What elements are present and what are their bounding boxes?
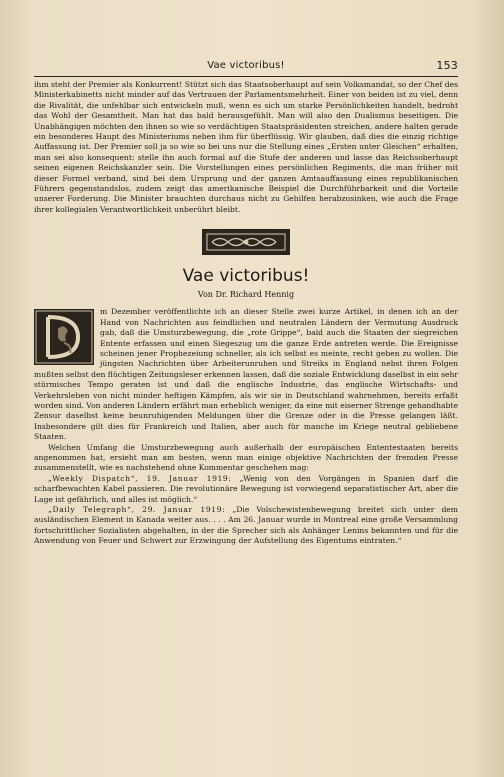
decorative-ornament-icon	[202, 229, 290, 255]
header-rule	[34, 76, 458, 77]
running-head-title: Vae victoribus!	[207, 60, 285, 71]
quote-1	[34, 474, 458, 505]
quote-2-text: „Die Volschewistenbewegung breitet sich unter dem ausländischen Element in Kanada weiter aus. . . . Am 26. Januar wurde in Montreal eine große Versammlung fortschrittlicher Sozialisten abgehalten, in der die Sprecher sich als Anhänger Lenins bekannten und für die Anwendung von Feuer und Schwert zur Erzwingung der Aufstellung des Eigentums eintraten.“	[34, 505, 459, 546]
ornament-wrap	[34, 229, 458, 253]
quote-1-text: „Wenig von den Vorgängen in Spanien darf die scharfbewachten Kabel passieren. Die revolutionäre Bewegung ist vorwiegend separatistischer Art, aber die Lage ist gefährlich, und alles ist möglich.“	[34, 473, 458, 504]
article-byline: Von Dr. Richard Hennig	[197, 290, 295, 300]
page-body	[34, 80, 458, 547]
intro-paragraph: ihm steht der Premier als Konkurrent! Stützt sich das Staatsoberhaupt auf sein Volksmandat, so der Chef des Ministerkabinetts nicht minder auf das Vertrauen der Parlamentsmehrheit. Einer von beiden ist zu viel, denn die Rivalität, die unfehlbar sich entwickeln muß, wenn es sich um starke Persönlichkeiten handelt, bedroht das Wohl der Gesamtheit. Man hat das bald herausgefühlt. Man will also den Dualismus beseitigen. Die Unabhängigen möchten den ihnen so wie so verdächtigen Staatspräsidenten streichen, andere halten gerade ein besonderes Haupt des Ministeriums neben ihm für überflüssig. Wir glauben, daß dies die einzig richtige Auffassung ist. Der Premier soll ja so wie so bei uns nur die Stellung eines „Ersten unter Gleichen“ erhalten, man sei also konsequent: stelle ihn auch formal auf die Stufe der anderen und lasse das Reichsoberhaupt seinen eigenen Reichskanzler sein. Die Vorstellungen eines persönlichen Regiments, die man früher mit dieser Formel verband, sind bei dem Ursprung und der ganzen Amtsauffassung eines republikanischen Führers gegenstandslos, zudem zeigt das amerikanische Beispiel die Durchführbarkeit und die Vorteile unserer Forderung. Die Minister brauchten durchaus nicht zu Gehilfen herabzusinken, wie auch die Frage ihrer kollegialen Verantwortlichkeit unberührt bleibt.	[34, 80, 458, 214]
running-head	[34, 60, 458, 76]
page-number: 153	[436, 59, 458, 72]
illustrated-initial-icon	[34, 309, 94, 365]
article-title: Vae victoribus!	[182, 266, 310, 287]
article-paragraph-2: Welchen Umfang die Umsturzbewegung auch außerhalb der europäischen Ententestaaten bereits angenommen hat, ersieht man am besten, wenn man einige objektive Nachrichten der fremden Presse zusammenstellt, wie es nachstehend ohne Kommentar geschehen mag:	[34, 442, 458, 473]
article-paragraph-1: m Dezember veröffentlichte ich an dieser Stelle zwei kurze Artikel, in denen ich an der Hand von Nachrichten aus feindlichen und neutralen Ländern der Vermutung Ausdruck gab, daß die Umsturzbewegung, die „rote Grippe“, bald auch die Staaten der siegreichen Entente erfassen und einen Siegeszug um die ganze Erde antreten werde. Die Ereignisse scheinen jener Prophezeiung schneller, als ich selbst es meinte, recht geben zu wollen. Die jüngsten Nachrichten über Arbeiterunruhen und Streiks in England nebst ihren Folgen mußten selbst den flüchtigen Zeitungsleser erkennen lassen, daß die soziale Entwicklung daselbst in ein sehr stürmisches Tempo geraten ist und daß die englische Industrie, das englische Wirtschafts- und Verkehrsleben von nicht minder heftigen Kämpfen, als wir sie in Deutschland wahrnehmen, bereits erfaßt worden sind. Von anderen Ländern erfährt man erheblich weniger, da eine mit eiserner Strenge gehandhabte Zensur daselbst keine beunruhigenden Meldungen über die Grenze oder in die Presse gelangen läßt. Insbesondere gilt dies für Frankreich und Italien, aber auch für manche im Kriege neutral gebliebene Staaten.	[34, 307, 458, 442]
quote-2	[34, 505, 458, 547]
quote-1-source: „Weekly Dispatch“, 19. Januar 1919:	[48, 473, 232, 483]
quote-2-source: „Daily Telegraph“, 29. Januar 1919:	[48, 505, 226, 514]
